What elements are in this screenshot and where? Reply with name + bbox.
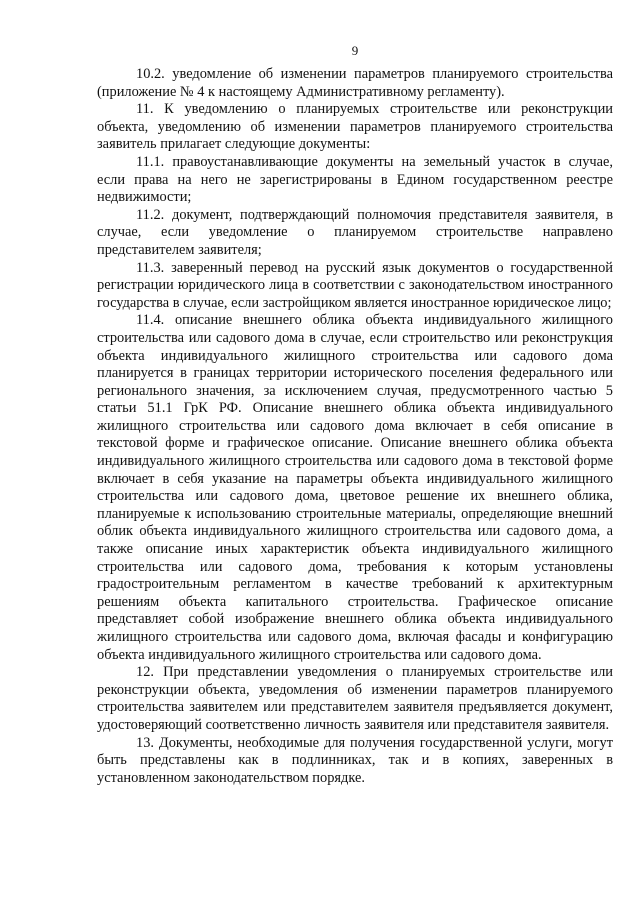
paragraph-10-2: 10.2. уведомление об изменении параметров планируемого строительства (приложение № 4 к настоящему Административному регламенту).: [97, 66, 613, 100]
paragraph-11-3: 11.3. заверенный перевод на русский язык документов о государственной регистрации юридического лица в соответствии с законодательством иностранного государства в случае, если застройщиком является иностранное юридическое лицо;: [97, 259, 613, 311]
paragraph-11-2: 11.2. документ, подтверждающий полномочия представителя заявителя, в случае, если уведомление о планируемом строительстве направлено представителем заявителя;: [97, 206, 613, 258]
document-body: [97, 66, 613, 787]
paragraph-12: 12. При представлении уведомления о планируемых строительстве или реконструкции объекта, уведомления об изменении параметров планируемого строительства заявителем или представителем заявителя предъявляется документ, удостоверяющий соответственно личность заявителя или представителя заявителя.: [97, 664, 613, 733]
paragraph-13: 13. Документы, необходимые для получения государственной услуги, могут быть представлены как в подлинниках, так и в копиях, заверенных в установленном законодательством порядке.: [97, 734, 613, 786]
page-number: 9: [351, 43, 359, 58]
paragraph-11-4: 11.4. описание внешнего облика объекта индивидуального жилищного строительства или садового дома в случае, если строительство или реконструкция объекта индивидуального жилищного строительства или садового дома планируется в границах территории исторического поселения федерального или регионального значения, за исключением случая, предусмотренного частью 5 статьи 51.1 ГрК РФ. Описание внешнего облика объекта индивидуального жилищного строительства или садового дома включает в себя описание в текстовой форме и графическое описание. Описание внешнего облика объекта индивидуального жилищного строительства или садового дома в текстовой форме включает в себя указание на параметры объекта индивидуального жилищного строительства или садового дома, цветовое решение их внешнего облика, планируемые к использованию строительные материалы, определяющие внешний облик объекта индивидуального жилищного строительства или садового дома, а также описание иных характеристик объекта индивидуального жилищного строительства или садового дома, требования к которым установлены градостроительным регламентом в качестве требований к архитектурным решениям объекта капитального строительства. Графическое описание представляет собой изображение внешнего облика объекта индивидуального жилищного строительства или садового дома, включая фасады и конфигурацию объекта индивидуального жилищного строительства или садового дома.: [97, 312, 613, 663]
paragraph-11-1: 11.1. правоустанавливающие документы на земельный участок в случае, если права на него не зарегистрированы в Едином государственном реестре недвижимости;: [97, 153, 613, 206]
paragraph-11: 11. К уведомлению о планируемых строительстве или реконструкции объекта, уведомлению об изменении параметров планируемого строительства заявитель прилагает следующие документы:: [97, 101, 613, 153]
